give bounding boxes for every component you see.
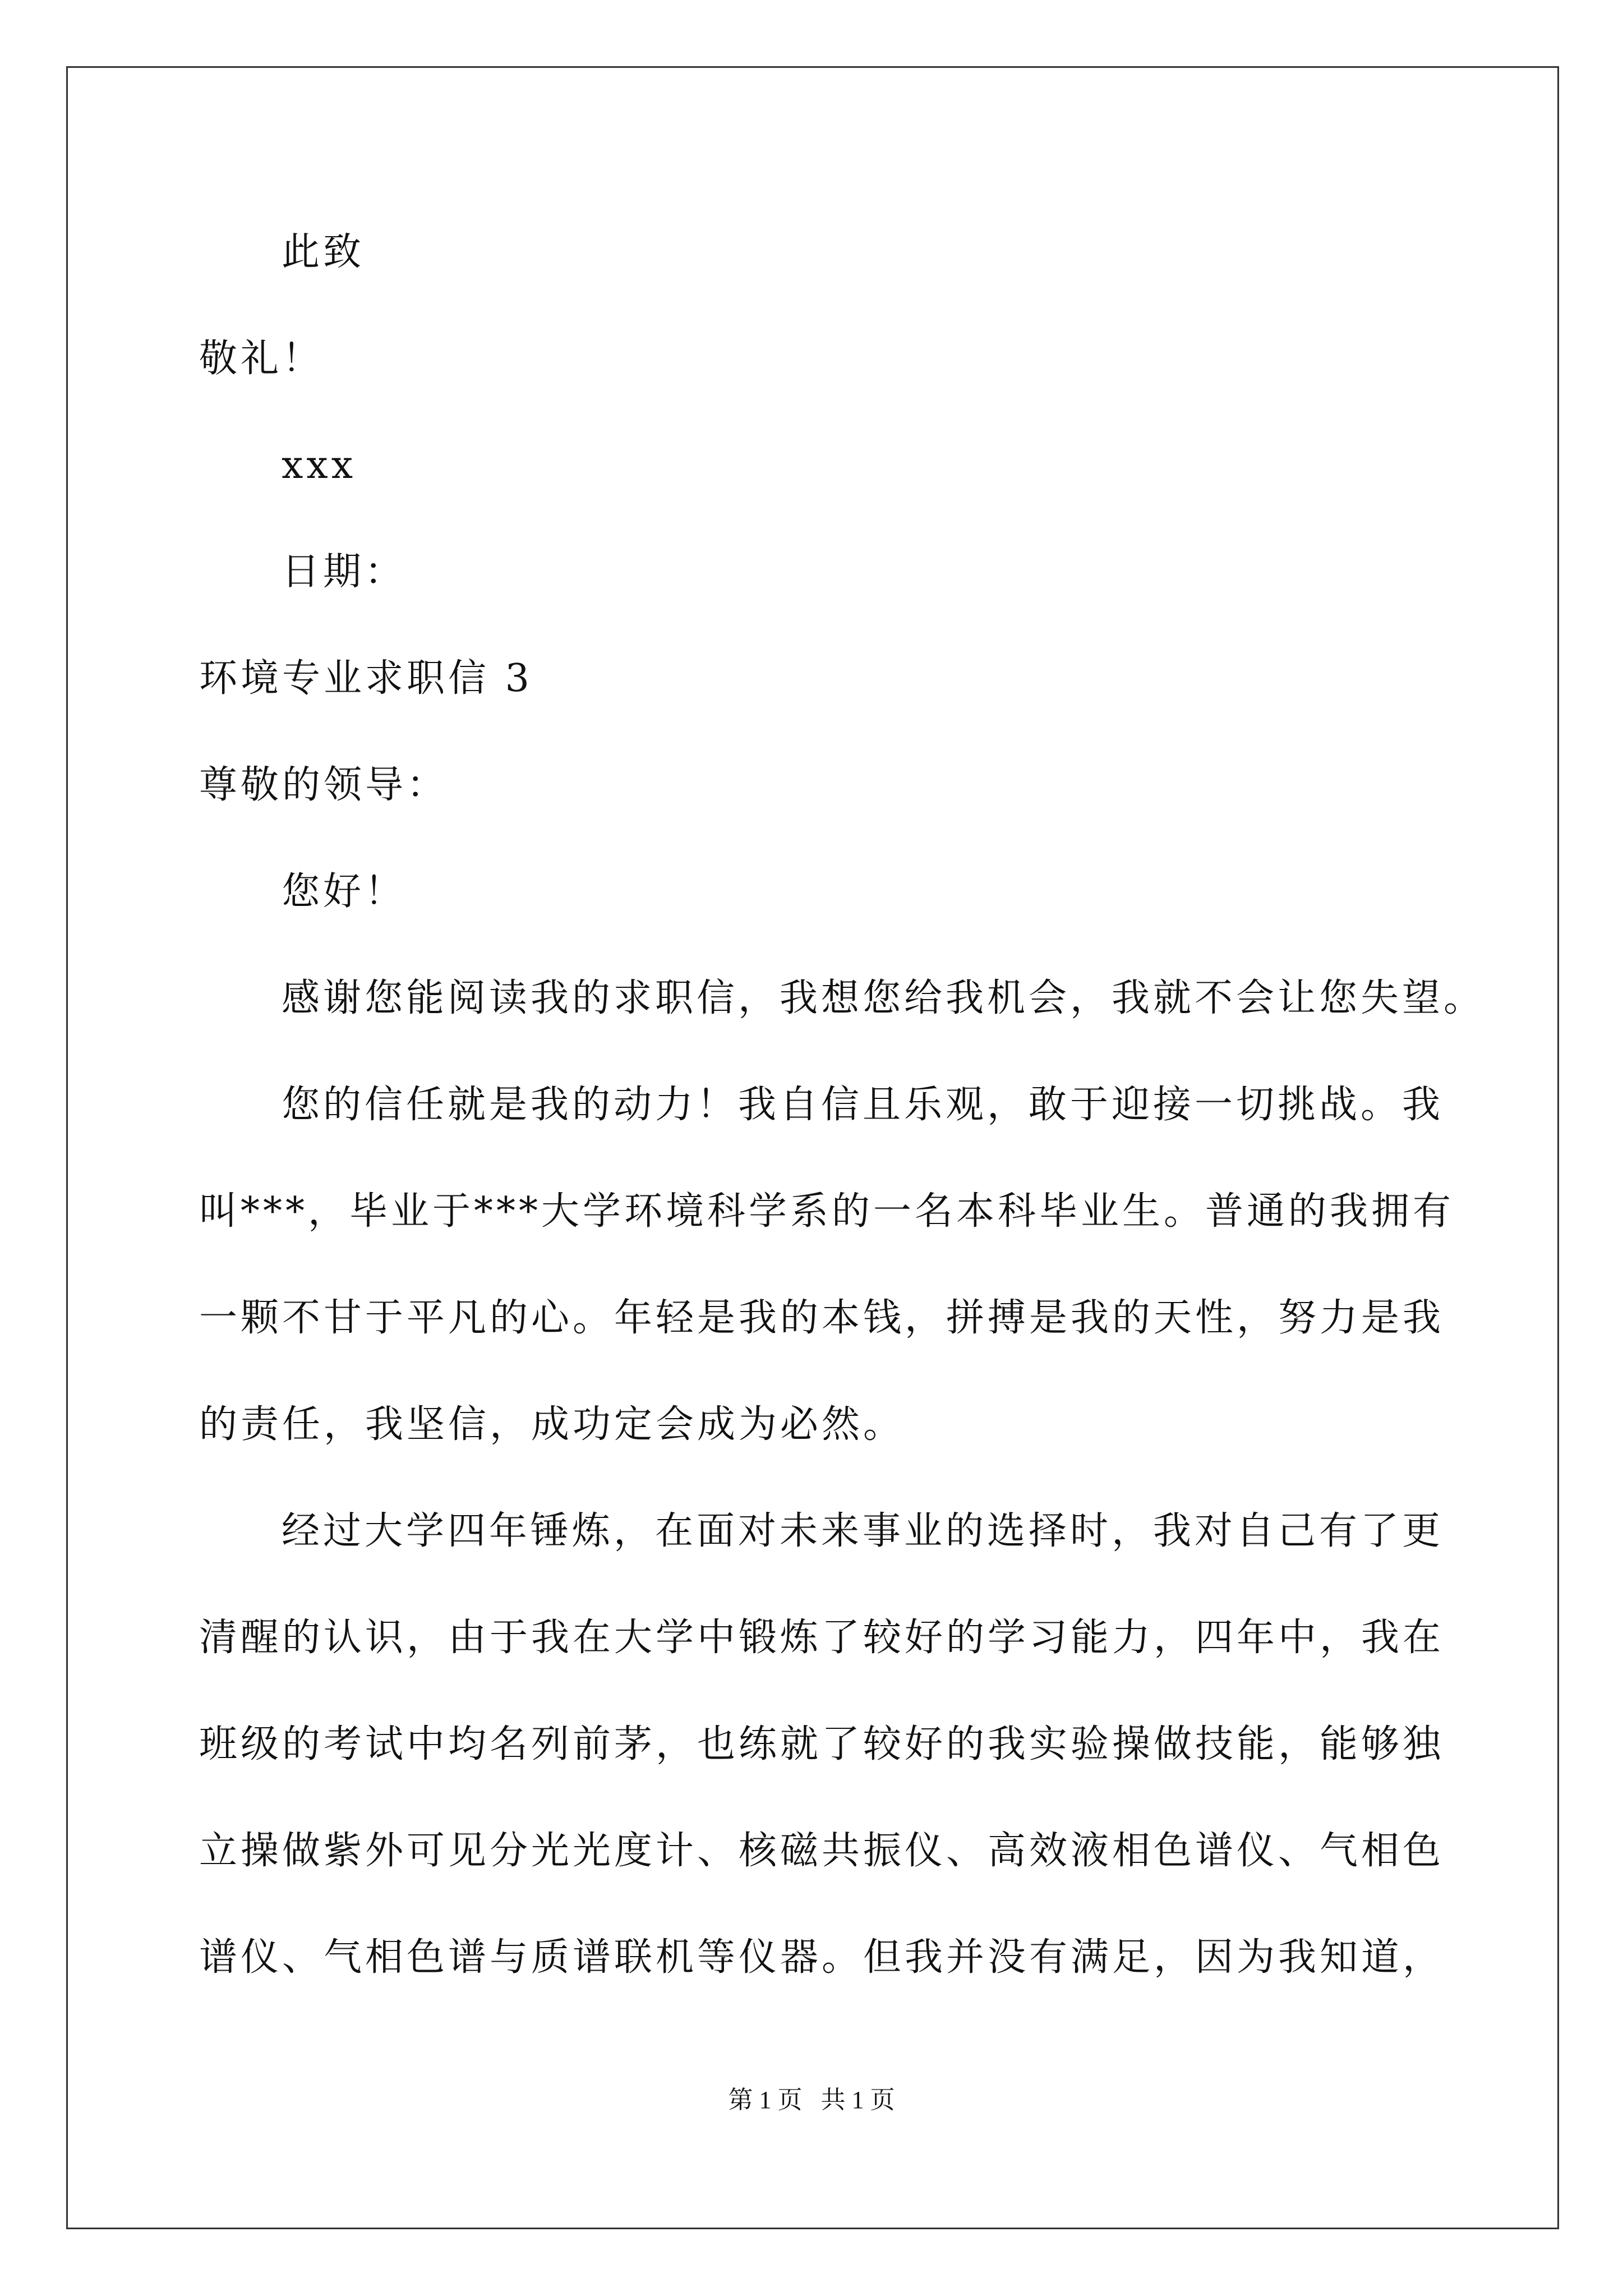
letter-heading: 环境专业求职信 3 — [199, 656, 533, 701]
page-border — [66, 66, 1559, 2229]
body-line: 立操做紫外可见分光光度计、核磁共振仪、高效液相色谱仪、气相色 — [199, 1829, 1445, 1873]
body-line: 一颗不甘于平凡的心。年轻是我的本钱，拼搏是我的天性，努力是我 — [199, 1296, 1445, 1340]
body-line: 叫***，毕业于***大学环境科学系的一名本科毕业生。普通的我拥有 — [199, 1189, 1455, 1234]
body-line: 谱仪、气相色谱与质谱联机等仪器。但我并没有满足，因为我知道， — [199, 1935, 1445, 1980]
salute-line: 敬礼！ — [199, 337, 324, 381]
body-line: 班级的考试中均名列前茅，也练就了较好的我实验操做技能，能够独 — [199, 1722, 1445, 1766]
signature-line: xxx — [282, 443, 357, 487]
page-number-footer: 第 1 页 共 1 页 — [728, 2086, 895, 2114]
body-line: 您的信任就是我的动力！我自信且乐观，敢于迎接一切挑战。我 — [282, 1083, 1444, 1127]
date-label: 日期： — [282, 550, 407, 594]
closing-line: 此致 — [282, 230, 365, 274]
body-line: 经过大学四年锤炼，在面对未来事业的选择时，我对自己有了更 — [282, 1509, 1444, 1553]
hello-line: 您好！ — [282, 869, 407, 914]
greeting-line: 尊敬的领导： — [199, 763, 449, 807]
body-line: 清醒的认识，由于我在大学中锻炼了较好的学习能力，四年中，我在 — [199, 1616, 1445, 1660]
body-line: 的责任，我坚信，成功定会成为必然。 — [199, 1402, 905, 1447]
body-line: 感谢您能阅读我的求职信，我想您给我机会，我就不会让您失望。 — [282, 976, 1486, 1020]
